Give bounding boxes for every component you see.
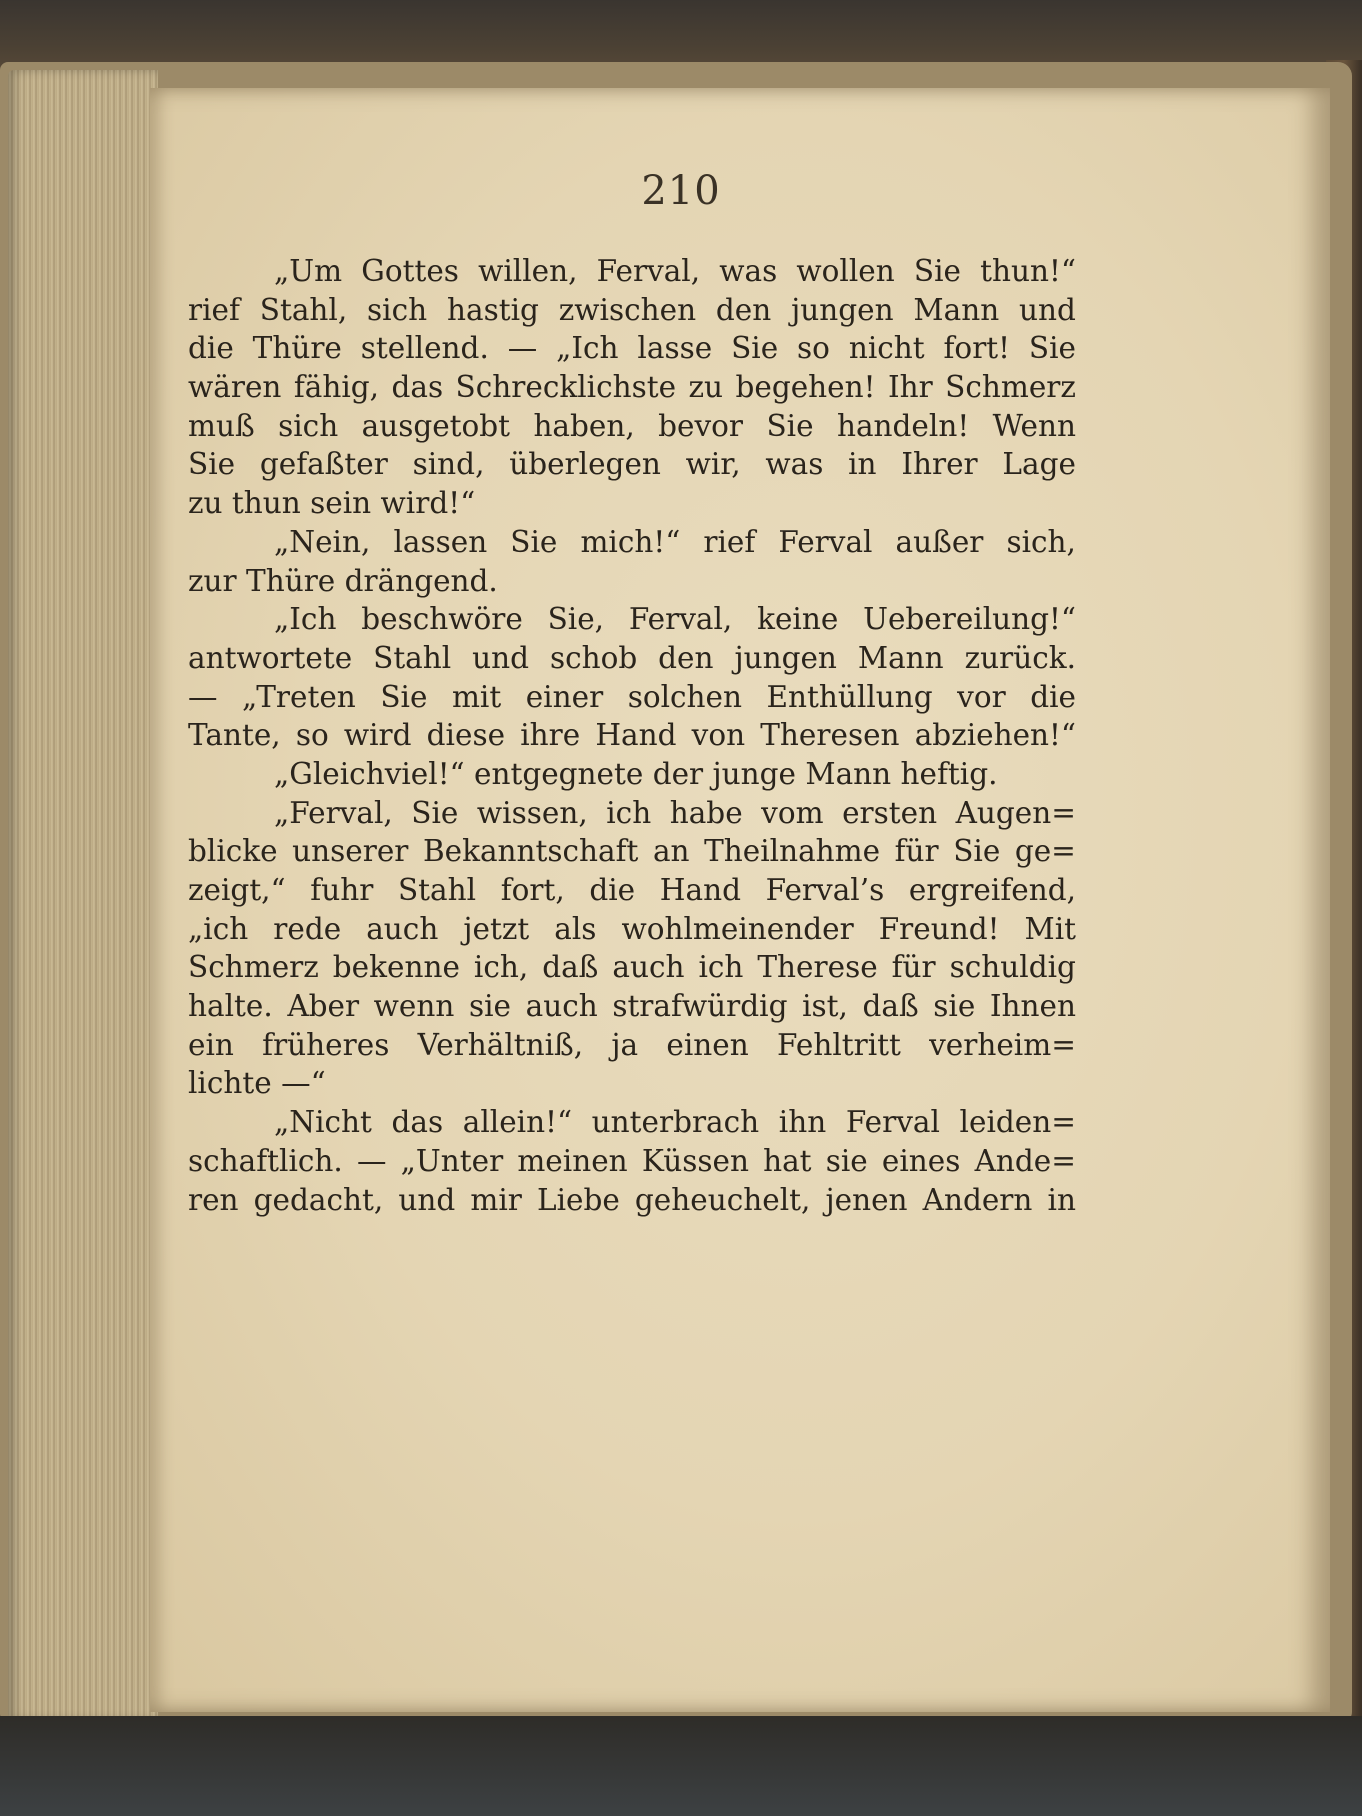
text-word: zwischen: [558, 292, 697, 327]
text-word: ja: [611, 1027, 639, 1062]
text-word: muß: [188, 408, 255, 443]
text-line: [188, 716, 1076, 755]
text-word: Augen=: [955, 795, 1076, 830]
text-word: sie: [933, 989, 976, 1024]
text-word: Sie: [1028, 331, 1076, 366]
text-word: und: [1019, 292, 1076, 327]
text-line: [188, 368, 1076, 407]
text-word: das: [391, 370, 444, 405]
text-word: verheim=: [929, 1027, 1076, 1062]
text-word: Aber: [287, 989, 360, 1024]
text-word: von: [691, 718, 746, 753]
text-line: [188, 600, 1076, 639]
text-word: und: [398, 1182, 456, 1217]
text-word: ergreifend,: [908, 873, 1076, 907]
text-word: rief: [703, 524, 756, 559]
text-word: leiden=: [959, 1105, 1076, 1140]
text-word: in: [848, 447, 877, 482]
text-word: „ich: [188, 911, 249, 946]
text-word: schob: [549, 640, 638, 675]
text-word: Lage: [1002, 447, 1076, 482]
text-word: wohlmeinender: [621, 911, 854, 946]
text-line: [188, 291, 1076, 330]
text-word: wissen,: [476, 795, 588, 830]
text-word: —: [356, 1143, 387, 1178]
text-line: [188, 794, 1076, 833]
text-word: Stahl: [397, 873, 477, 907]
text-line: [188, 755, 1076, 794]
text-word: was: [719, 254, 778, 288]
text-line: [188, 562, 1076, 601]
text-word: ausgetobt: [361, 408, 511, 443]
text-line: [188, 639, 1076, 678]
text-word: Hand: [595, 718, 677, 753]
text-word: Uebereilung!“: [863, 602, 1076, 637]
text-word: Verhältniß,: [417, 1027, 584, 1062]
text-word: haben,: [533, 408, 635, 443]
text-word: die: [188, 331, 234, 366]
text-word: daß: [862, 989, 919, 1024]
text-word: Sie: [510, 524, 558, 559]
text-word: vom: [761, 795, 824, 830]
text-word: ein: [188, 1027, 234, 1062]
text-word: daß: [542, 950, 599, 985]
text-line: [188, 987, 1076, 1026]
text-word: handeln!: [836, 408, 970, 443]
text-word: diese: [426, 718, 506, 753]
text-word: Ferval’s: [765, 873, 885, 907]
text-word: vor: [957, 679, 1006, 714]
text-word: Mann: [857, 640, 944, 675]
text-word: Tante,: [188, 718, 281, 753]
text-word: Mann: [913, 292, 1000, 327]
text-line: [188, 484, 1076, 523]
text-word: solchen: [627, 679, 742, 714]
text-line: [188, 1181, 1076, 1220]
text-word: Sie: [188, 447, 236, 482]
text-line: [188, 445, 1076, 484]
text-word: Sie: [766, 408, 814, 443]
text-word: lassen: [393, 524, 488, 559]
text-word: allein!“: [462, 1105, 573, 1140]
text-word: Stahl,: [259, 292, 348, 327]
text-word: auch: [612, 950, 685, 985]
text-word: die: [589, 873, 636, 907]
text-word: überlegen: [509, 447, 661, 482]
text-word: ist,: [802, 989, 848, 1024]
text-word: bevor: [658, 408, 744, 443]
text-word: Sie,: [547, 602, 605, 637]
text-line: [188, 1026, 1076, 1065]
text-word: einen: [666, 1027, 749, 1062]
text-word: unserer: [292, 834, 409, 869]
text-word: wären: [188, 370, 282, 405]
text-word: habe: [669, 795, 743, 830]
text-line: [188, 832, 1076, 871]
page-number: 210: [641, 168, 721, 214]
text-word: bekenne: [332, 950, 460, 985]
text-line-content: „Gleichviel!“ entgegnete der junge Mann heftig.: [274, 756, 998, 791]
text-word: eines: [881, 1143, 961, 1178]
text-word: den: [658, 640, 714, 675]
text-word: thun!“: [980, 254, 1076, 288]
text-word: jenen: [825, 1182, 908, 1217]
text-line-content: zur Thüre drängend.: [188, 563, 498, 598]
text-word: Ferval: [778, 524, 873, 559]
text-word: „Um: [274, 254, 343, 288]
text-word: auch: [525, 989, 598, 1024]
text-line: [188, 329, 1076, 368]
text-word: Sie: [913, 254, 962, 288]
text-word: Ihrer: [901, 447, 978, 482]
text-word: —: [507, 331, 538, 366]
text-line: [188, 1103, 1076, 1142]
text-word: ersten: [842, 795, 938, 830]
table-surface: [0, 1716, 1362, 1816]
text-word: fähig,: [293, 370, 380, 405]
text-line: [188, 523, 1076, 562]
text-word: an: [652, 834, 690, 869]
text-word: die: [1030, 679, 1076, 714]
text-word: Schmerz: [945, 370, 1076, 405]
text-word: begehen!: [735, 370, 876, 405]
text-word: Gottes: [361, 254, 459, 288]
text-word: nicht: [848, 331, 925, 366]
text-word: Ferval,: [596, 254, 701, 288]
text-word: Schmerz: [188, 950, 319, 985]
page-edges-stack: [8, 70, 158, 1720]
text-word: Mit: [1024, 911, 1076, 946]
text-word: fort,: [500, 873, 565, 907]
text-word: zurück.: [964, 640, 1076, 675]
text-word: ge=: [1014, 834, 1076, 869]
text-word: früheres: [262, 1027, 390, 1062]
text-word: rede: [273, 911, 342, 946]
text-word: zu: [688, 370, 724, 405]
text-word: außer: [895, 524, 984, 559]
text-word: schaftlich.: [188, 1143, 343, 1178]
text-word: Ferval: [845, 1105, 940, 1140]
text-word: keine: [757, 602, 839, 637]
text-word: jungen: [734, 640, 837, 675]
text-word: wenn: [373, 989, 455, 1024]
text-word: unterbrach: [591, 1105, 760, 1140]
text-word: Theilnahme: [704, 834, 881, 869]
text-word: strafwürdig: [612, 989, 788, 1024]
text-word: „Ich: [556, 331, 619, 366]
text-word: jungen: [791, 292, 894, 327]
text-word: so: [295, 718, 329, 753]
text-word: was: [765, 447, 824, 482]
text-word: als: [554, 911, 597, 946]
text-word: wird: [343, 718, 412, 753]
text-word: für: [891, 950, 936, 985]
text-line-content: zu thun sein wird!“: [188, 486, 476, 521]
text-line: [188, 407, 1076, 446]
text-word: Ferval,: [628, 602, 733, 637]
text-word: fort!: [943, 331, 1011, 366]
text-word: Ihnen: [989, 989, 1076, 1024]
text-word: sind,: [412, 447, 485, 482]
text-word: Hand: [659, 873, 741, 907]
text-word: sich: [278, 408, 339, 443]
text-word: ich: [606, 795, 652, 830]
text-word: Bekanntschaft: [422, 834, 639, 869]
text-line: [188, 871, 1076, 910]
text-word: Theresen: [760, 718, 900, 753]
page-text: [188, 252, 1076, 1219]
text-word: so: [797, 331, 830, 366]
text-word: Enthüllung: [766, 679, 933, 714]
text-word: lasse: [637, 331, 713, 366]
text-word: „Nein,: [274, 524, 371, 559]
text-word: halte.: [188, 989, 273, 1024]
text-word: mit: [451, 679, 502, 714]
text-word: in: [1047, 1182, 1076, 1217]
text-word: schuldig: [949, 950, 1076, 985]
text-word: —: [188, 679, 218, 714]
text-word: „Nicht: [274, 1105, 372, 1140]
text-word: Freund!: [878, 911, 1000, 946]
text-word: „Treten: [242, 679, 356, 714]
text-word: Fehltritt: [777, 1027, 901, 1062]
text-word: das: [391, 1105, 444, 1140]
text-line-content: lichte —“: [188, 1066, 326, 1101]
text-word: Ihr: [887, 370, 933, 405]
text-word: Thüre: [252, 331, 342, 366]
text-word: sich: [367, 292, 428, 327]
text-word: wir,: [685, 447, 741, 482]
text-word: „Unter: [400, 1143, 504, 1178]
text-word: rief: [188, 292, 240, 327]
text-word: gefaßter: [259, 447, 388, 482]
text-word: mich!“: [580, 524, 681, 559]
text-word: stellend.: [360, 331, 489, 366]
text-word: Sie: [380, 679, 428, 714]
text-word: Schrecklichste: [455, 370, 677, 405]
text-line: [188, 910, 1076, 949]
text-word: sich,: [1006, 524, 1076, 559]
text-word: auch: [366, 911, 439, 946]
text-word: meinen: [517, 1143, 628, 1178]
text-word: sie: [825, 1143, 868, 1178]
text-word: mir: [470, 1182, 522, 1217]
text-word: einer: [525, 679, 604, 714]
text-word: geheuchelt,: [634, 1182, 811, 1217]
text-word: Wenn: [992, 408, 1076, 443]
text-word: Therese: [757, 950, 878, 985]
text-word: Liebe: [536, 1182, 620, 1217]
text-word: willen,: [478, 254, 578, 288]
text-word: abziehen!“: [914, 718, 1076, 753]
text-word: ihn: [778, 1105, 827, 1140]
text-word: wollen: [796, 254, 895, 288]
text-word: „Ich: [274, 602, 337, 637]
text-word: Sie: [953, 834, 1001, 869]
text-line: [188, 1142, 1076, 1181]
text-word: sie: [468, 989, 512, 1024]
text-word: und: [472, 640, 530, 675]
text-word: blicke: [188, 834, 278, 869]
text-word: Ande=: [974, 1143, 1076, 1178]
text-word: hastig: [446, 292, 539, 327]
text-line: [188, 948, 1076, 987]
text-word: beschwöre: [361, 602, 523, 637]
text-word: Stahl: [373, 640, 452, 675]
text-word: „Ferval,: [274, 795, 393, 830]
text-word: Andern: [922, 1182, 1033, 1217]
text-word: jetzt: [463, 911, 530, 946]
text-word: den: [715, 292, 772, 327]
text-line: [188, 678, 1076, 717]
text-word: ren: [188, 1182, 239, 1217]
text-word: Sie: [411, 795, 459, 830]
text-word: ich: [698, 950, 744, 985]
text-word: gedacht,: [253, 1182, 384, 1217]
text-word: antwortete: [188, 640, 353, 675]
text-word: ich,: [473, 950, 529, 985]
text-word: Sie: [731, 331, 779, 366]
text-word: ihre: [520, 718, 581, 753]
text-line: [188, 1064, 1076, 1103]
text-word: zeigt,“: [188, 873, 286, 907]
text-word: fuhr: [310, 873, 374, 907]
text-word: für: [894, 834, 939, 869]
text-line: [188, 252, 1076, 291]
text-word: hat: [763, 1143, 812, 1178]
text-word: Küssen: [641, 1143, 749, 1178]
